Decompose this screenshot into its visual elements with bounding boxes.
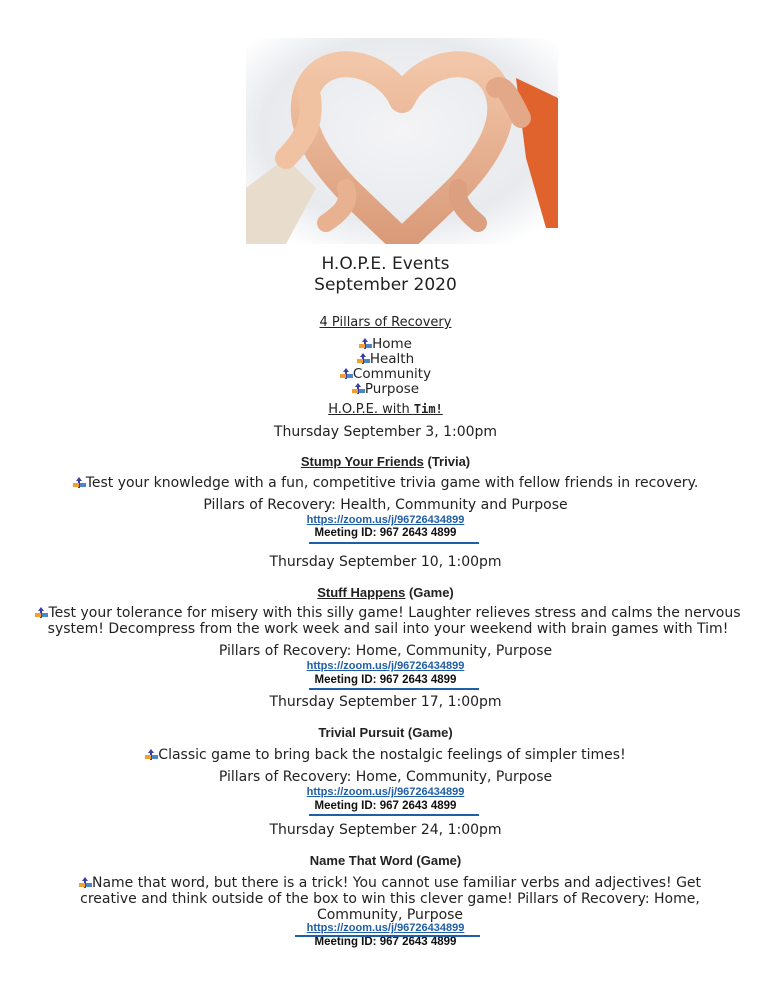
event-pillars: Pillars of Recovery: Health, Community and Purpose: [203, 497, 568, 513]
pillar-label: Home: [372, 336, 412, 352]
meeting-id: Meeting ID: 967 2643 4899: [314, 527, 457, 539]
bullet-arrow-icon: [340, 367, 353, 380]
event-description: Test your knowledge with a fun, competitive trivia game with fellow friends in recovery.: [0, 475, 771, 491]
event-date: Thursday September 3, 1:00pm: [273, 424, 498, 440]
event-title: Name That Word (Game): [309, 853, 462, 868]
pillar-label: Purpose: [364, 381, 420, 397]
heart-hands-image: [246, 38, 558, 244]
event-date: Thursday September 10, 1:00pm: [269, 554, 502, 570]
zoom-link[interactable]: https://zoom.us/j/96726434899: [306, 786, 465, 798]
meeting-id: Meeting ID: 967 2643 4899: [314, 936, 457, 948]
event-pillars: Pillars of Recovery: Home, Community, Purpose: [218, 769, 553, 785]
meeting-id: Meeting ID: 967 2643 4899: [314, 674, 457, 686]
bullet-arrow-icon: [359, 337, 372, 350]
divider: [309, 688, 479, 690]
zoom-link[interactable]: https://zoom.us/j/96726434899: [306, 922, 465, 934]
meeting-id: Meeting ID: 967 2643 4899: [314, 800, 457, 812]
event-pillars: Pillars of Recovery: Home, Community, Purpose: [218, 643, 553, 659]
pillars-heading: 4 Pillars of Recovery: [319, 315, 452, 330]
pillar-item-purpose: [0, 382, 771, 397]
event-title: Trivial Pursuit (Game): [318, 725, 453, 740]
bullet-arrow-icon: [79, 876, 92, 889]
pillar-item-health: [0, 352, 771, 367]
divider: [309, 814, 479, 816]
pillar-item-community: [0, 367, 771, 382]
event-title: Stuff Happens (Game): [317, 585, 454, 600]
divider: [295, 935, 480, 937]
bullet-arrow-icon: [357, 352, 370, 365]
event-date: Thursday September 17, 1:00pm: [269, 694, 502, 710]
pillar-item-home: [0, 337, 771, 352]
event-title: Stump Your Friends (Trivia): [300, 454, 471, 469]
bullet-arrow-icon: [352, 382, 365, 395]
host-name: Tim!: [413, 402, 443, 416]
pillar-label: Community: [352, 366, 432, 382]
page-subtitle: September 2020: [314, 275, 457, 295]
bullet-arrow-icon: [35, 606, 48, 619]
divider: [309, 542, 479, 544]
zoom-link[interactable]: https://zoom.us/j/96726434899: [306, 514, 465, 526]
zoom-link[interactable]: https://zoom.us/j/96726434899: [306, 660, 465, 672]
event-description: Name that word, but there is a trick! You cannot use familiar verbs and adjectives! Get creative and think outside of the box to win this clever game! Pillars of Recovery: Home, Community, Purpose: [80, 875, 702, 923]
pillar-label: Health: [369, 351, 415, 367]
event-date: Thursday September 24, 1:00pm: [269, 822, 502, 838]
bullet-arrow-icon: [73, 476, 86, 489]
event-description: Test your tolerance for misery with this silly game! Laughter relieves stress and calms the nervous system! Decompress from the work week and sail into your weekend with brain games with Tim!: [18, 605, 758, 637]
bullet-arrow-icon: [145, 748, 158, 761]
hope-with-tim: H.O.P.E. with Tim!: [328, 402, 443, 417]
page-title: H.O.P.E. Events: [321, 254, 450, 274]
event-description: Classic game to bring back the nostalgic feelings of simpler times!: [0, 747, 771, 763]
